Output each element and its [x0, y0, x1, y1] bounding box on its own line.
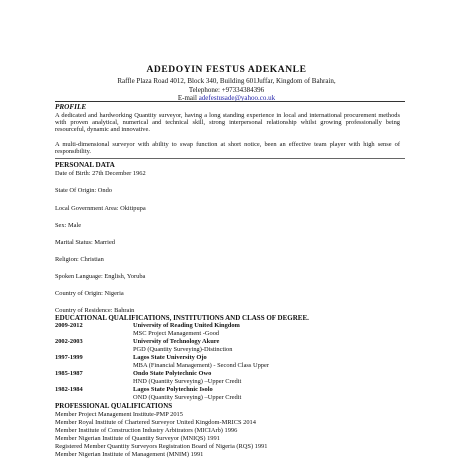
- education-detail: PGD (Quantity Surveying)-Distinction: [133, 346, 233, 353]
- education-years: 1997-1999: [55, 354, 83, 361]
- professional-item: Member Project Management Institute-PMP 2015: [55, 411, 183, 418]
- education-title: EDUCATIONAL QUALIFICATIONS, INSTITUTIONS AND CLASS OF DEGREE.: [55, 314, 309, 322]
- personal-item-language: Spoken Language: English, Yoruba: [55, 273, 146, 280]
- personal-item-religion: Religion: Christian: [55, 256, 104, 263]
- header-divider: [55, 101, 405, 102]
- professional-title: PROFESSIONAL QUALIFICATIONS: [55, 402, 173, 410]
- education-detail: OND (Quantity Surveying) –Upper Credit: [133, 394, 242, 401]
- address-line: Raffle Plaza Road 4012, Block 340, Building 601Juffar, Kingdom of Bahrain,: [117, 77, 336, 85]
- education-institution: University of Reading United Kingdom: [133, 322, 240, 329]
- profile-title: PROFILE: [55, 103, 87, 111]
- telephone-line: Telephone: +97334384396: [188, 85, 265, 94]
- profile-paragraph-1: A dedicated and hardworking Quantity surveyor, having a long standing experience in local and international procurement methods with proven analytical, numerical and technical skill, strong interpersonal relationship whilst growing professionally being resourceful, dynamic and innovative.: [55, 112, 400, 134]
- education-detail: MBA (Financial Management) - Second Class Upper: [133, 362, 269, 369]
- personal-item-country-residence: Country of Residence: Bahrain: [55, 307, 135, 314]
- education-entry: [55, 386, 415, 394]
- email-link[interactable]: adefestusade@yahoo.co.uk: [198, 94, 276, 102]
- education-institution: Lagos State University Ojo: [133, 354, 207, 361]
- personal-item-dob: Date of Birth: 27th December 1962: [55, 170, 146, 177]
- professional-item: Member Nigerian Institute of Quantity Surveyor (MNIQS) 1991: [55, 435, 220, 442]
- education-entry: [55, 322, 415, 330]
- professional-item: Registered Member Quantity Surveyors Registration Board of Nigeria (RQS) 1991: [55, 443, 268, 450]
- education-years: 2009-2012: [55, 322, 83, 329]
- education-institution: Lagos State Polytechnic Isolo: [133, 386, 213, 393]
- professional-item: Member Institute of Construction Industry Arbitrators (MICIArb) 1996: [55, 427, 238, 434]
- education-entry: [55, 354, 415, 362]
- personal-item-marital: Marital Status: Married: [55, 239, 115, 246]
- personal-item-lga: Local Government Area: Okitipupa: [55, 205, 146, 212]
- education-years: 2002-2003: [55, 338, 83, 345]
- personal-item-state: State Of Origin: Ondo: [55, 187, 112, 194]
- personal-item-sex: Sex: Male: [55, 222, 82, 229]
- education-detail: HND (Quantity Surveying) –Upper Credit: [133, 378, 242, 385]
- profile-divider: [55, 158, 405, 159]
- email-label: E-mail: [177, 94, 197, 102]
- candidate-name: ADEDOYIN FESTUS ADEKANLE: [146, 65, 307, 75]
- professional-item: Member Royal Institute of Chartered Surveyor United Kingdom-MRICS 2014: [55, 419, 256, 426]
- contact-block: [0, 77, 453, 103]
- professional-item: Member Nigerian Institute of Management (MNIM) 1991: [55, 451, 204, 458]
- personal-item-country-origin: Country of Origin: Nigeria: [55, 290, 124, 297]
- education-entry: [55, 370, 415, 378]
- education-institution: University of Technology Akure: [133, 338, 220, 345]
- education-years: 1982-1984: [55, 386, 83, 393]
- profile-paragraph-2: A multi-dimensional surveyor with ability to swap function at short notice, been an effective team player with high sense of responsibility.: [55, 141, 400, 156]
- education-years: 1985-1987: [55, 370, 83, 377]
- personal-data-title: PERSONAL DATA: [55, 161, 115, 169]
- education-institution: Ondo State Polytechnic Owo: [133, 370, 212, 377]
- education-entry: [55, 338, 415, 346]
- education-detail: MSC Project Management -Good: [133, 330, 220, 337]
